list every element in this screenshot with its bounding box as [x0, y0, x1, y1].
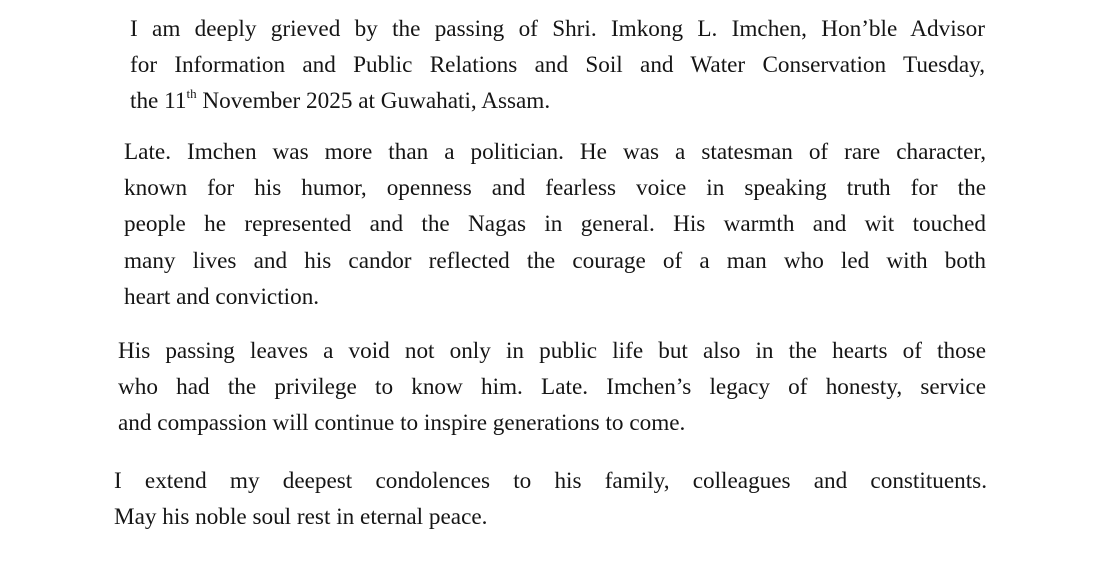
- paragraph-tribute: [124, 134, 986, 315]
- text-line: I am deeply grieved by the passing of Shri. Imkong L. Imchen, Hon’ble Advisor: [130, 16, 985, 42]
- paragraph-legacy: [118, 333, 986, 442]
- text-line: for Information and Public Relations and Soil and Water Conservation Tuesday,: [130, 52, 985, 79]
- ordinal-suffix: th: [186, 85, 197, 101]
- date-day: the 11: [130, 88, 187, 115]
- text-line: His passing leaves a void not only in public life but also in the hearts of those: [118, 338, 986, 364]
- text-line: I extend my deepest condolences to his family, colleagues and constituents.: [114, 468, 987, 494]
- paragraph-condolences: [114, 463, 987, 535]
- paragraph-announcement: [130, 11, 985, 120]
- text-line: Late. Imchen was more than a politician. He was a statesman of rare character,: [124, 139, 986, 165]
- text-line: who had the privilege to know him. Late. Imchen’s legacy of honesty, service: [118, 374, 986, 401]
- text-line: many lives and his candor reflected the courage of a man who led with both: [124, 247, 986, 274]
- text-line: May his noble soul rest in eternal peace.: [114, 504, 488, 531]
- text-line: and compassion will continue to inspire generations to come.: [118, 410, 686, 437]
- text-line: heart and conviction.: [124, 283, 320, 310]
- text-line: people he represented and the Nagas in general. His warmth and wit touched: [124, 211, 986, 238]
- text-line: known for his humor, openness and fearless voice in speaking truth for the: [124, 175, 986, 202]
- text-line-date: [130, 83, 985, 119]
- date-rest: November 2025 at Guwahati, Assam.: [196, 88, 551, 115]
